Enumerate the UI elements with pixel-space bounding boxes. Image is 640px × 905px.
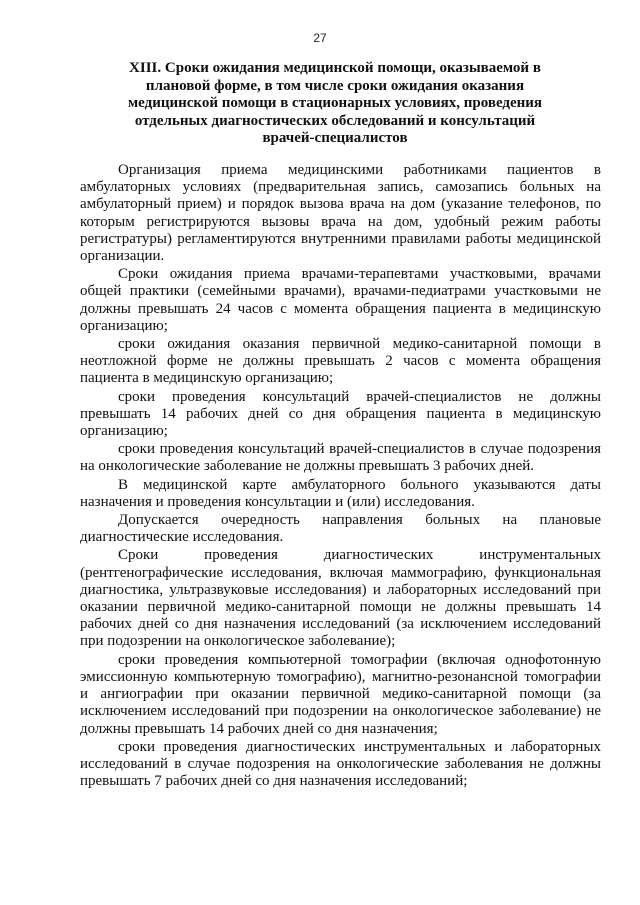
body-text: [80, 162, 601, 791]
paragraph: сроки проведения консультаций врачей-специалистов не должны превышать 14 рабочих дней со дня обращения пациента в медицинскую организацию;: [80, 388, 601, 440]
section-heading: XIII. Сроки ожидания медицинской помощи, оказываемой в плановой форме, в том числе сроки ожидания оказания медицинской помощи в стационарных условиях, проведения отдельных диагностических обследований и консультаций врачей-специалистов: [127, 60, 543, 146]
page-number: 27: [313, 31, 327, 45]
paragraph: сроки ожидания оказания первичной медико-санитарной помощи в неотложной форме не должны превышать 2 часов с момента обращения пациента в медицинскую организацию;: [80, 336, 601, 387]
paragraph: сроки проведения компьютерной томографии (включая однофотонную эмиссионную компьютерную томографию), магнитно-резонансной томографии и ангиографии при оказании первичной медико-санитарной помощи (за исключением исследований при подозрении на онкологическое заболевание) не должны превышать 14 рабочих дней со дня назначения;: [80, 651, 601, 737]
paragraph: В медицинской карте амбулаторного больного указываются даты назначения и проведения консультации и (или) исследования.: [80, 476, 601, 510]
paragraph: сроки проведения диагностических инструментальных и лабораторных исследований в случае подозрения на онкологические заболевания не должны превышать 7 рабочих дней со дня назначения исследований;: [80, 738, 601, 790]
paragraph: Сроки ожидания приема врачами-терапевтами участковыми, врачами общей практики (семейными врачами), врачами-педиатрами участковыми не должны превышать 24 часов с момента обращения пациента в медицинскую организацию;: [80, 266, 601, 334]
paragraph: Сроки проведения диагностических инструментальных (рентгенографические исследования, включая маммографию, функциональная диагностика, ультразвуковые исследования) и лабораторных исследований при оказании первичной медико-санитарной помощи не должны превышать 14 рабочих дней со дня назначения исследований (за исключением исследований при подозрении на онкологическое заболевание);: [80, 547, 601, 650]
paragraph: Допускается очередность направления больных на плановые диагностические исследования.: [80, 512, 601, 546]
paragraph: Организация приема медицинскими работниками пациентов в амбулаторных условиях (предварительная запись, самозапись больных на амбулаторный прием) и порядок вызова врача на дом (указание телефонов, по которым регистрируются вызовы врача на дом, удобный режим работы регистратуры) регламентируются внутренними правилами работы медицинской организации.: [80, 162, 601, 265]
paragraph: сроки проведения консультаций врачей-специалистов в случае подозрения на онкологические заболевание не должны превышать 3 рабочих дней.: [80, 441, 601, 475]
